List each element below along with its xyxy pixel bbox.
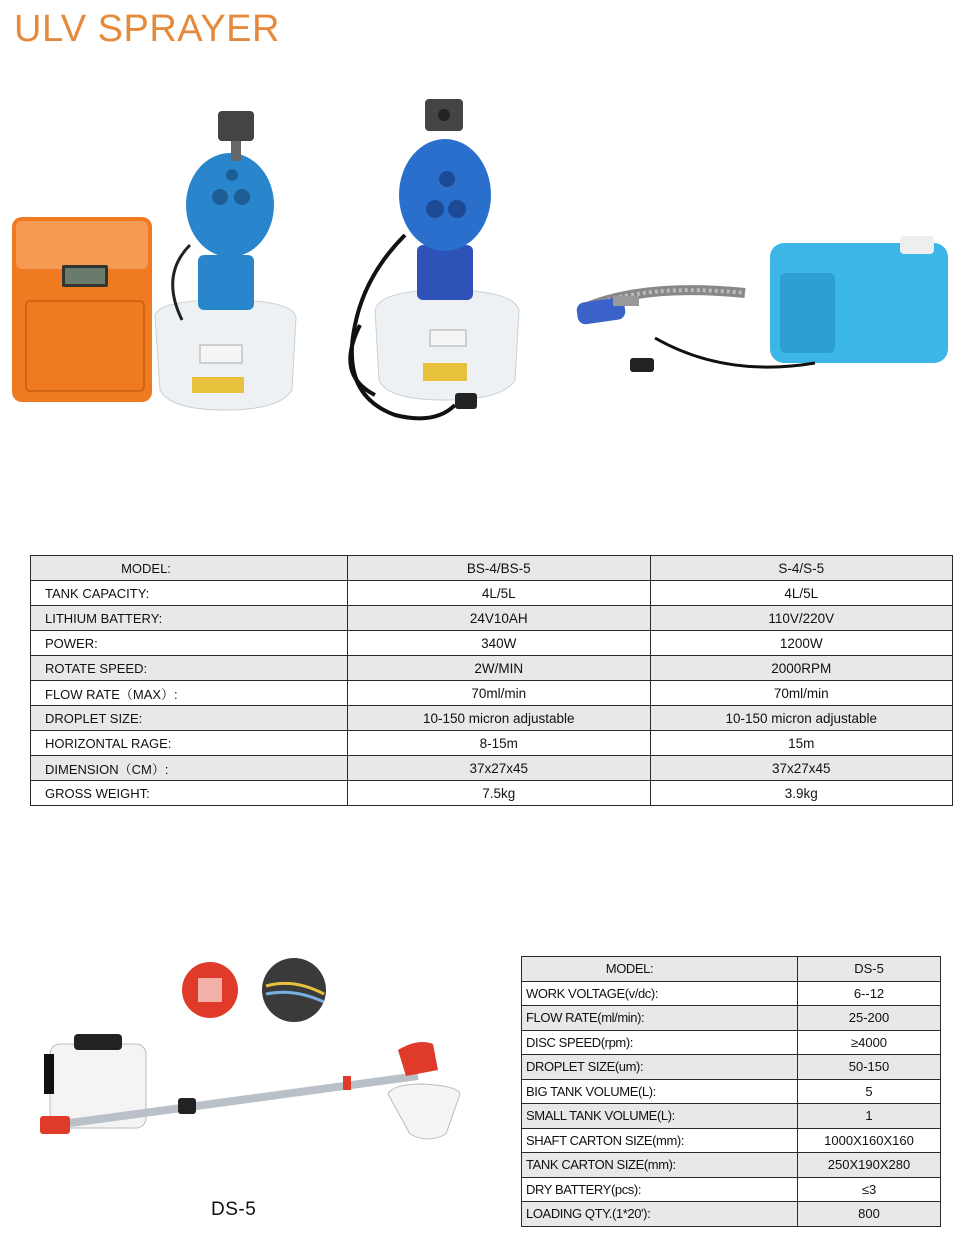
header-cell: DS-5: [798, 957, 941, 982]
row-label: FLOW RATE(ml/min):: [522, 1006, 798, 1031]
row-value: 2W/MIN: [348, 656, 651, 681]
light-blue-tank-sprayer-image: [575, 228, 950, 388]
table-row: [522, 1128, 941, 1153]
row-value: 2000RPM: [650, 656, 953, 681]
table-row: [522, 1055, 941, 1080]
row-label: DROPLET SIZE:: [31, 706, 348, 731]
header-cell: S-4/S-5: [650, 556, 953, 581]
row-label: HORIZONTAL RAGE:: [31, 731, 348, 756]
header-cell: BS-4/BS-5: [348, 556, 651, 581]
header-cell: MODEL:: [522, 957, 798, 982]
row-label: DROPLET SIZE(um):: [522, 1055, 798, 1080]
row-label: TANK CAPACITY:: [31, 581, 348, 606]
table-row: [522, 1202, 941, 1227]
table-row: [31, 706, 953, 731]
row-value: 250X190X280: [798, 1153, 941, 1178]
page-title: ULV SPRAYER: [14, 8, 280, 50]
s-sprayer-with-plug-image: [335, 95, 535, 435]
table-row: [522, 1177, 941, 1202]
row-label: DISC SPEED(rpm):: [522, 1030, 798, 1055]
row-value: 70ml/min: [650, 681, 953, 706]
row-value: 25-200: [798, 1006, 941, 1031]
row-label: DIMENSION（CM）:: [31, 756, 348, 781]
row-value: 10-150 micron adjustable: [650, 706, 953, 731]
row-value: ≤3: [798, 1177, 941, 1202]
row-value: 5: [798, 1079, 941, 1104]
row-value: 3.9kg: [650, 781, 953, 806]
bs-sprayer-with-battery-image: [10, 105, 300, 420]
row-value: 340W: [348, 631, 651, 656]
row-label: FLOW RATE（MAX）:: [31, 681, 348, 706]
row-value: 15m: [650, 731, 953, 756]
table-row: [31, 681, 953, 706]
table-row: [31, 581, 953, 606]
row-label: BIG TANK VOLUME(L):: [522, 1079, 798, 1104]
ds5-sprayer-image: [38, 958, 468, 1148]
row-value: 6--12: [798, 981, 941, 1006]
row-label: SHAFT CARTON SIZE(mm):: [522, 1128, 798, 1153]
row-value: 110V/220V: [650, 606, 953, 631]
row-value: ≥4000: [798, 1030, 941, 1055]
row-label: TANK CARTON SIZE(mm):: [522, 1153, 798, 1178]
table-header-row: [522, 957, 941, 982]
row-value: 4L/5L: [348, 581, 651, 606]
row-value: 70ml/min: [348, 681, 651, 706]
table-row: [522, 1030, 941, 1055]
header-cell: MODEL:: [31, 556, 348, 581]
row-value: 4L/5L: [650, 581, 953, 606]
spec-table-ds5-model: [521, 956, 941, 1227]
table-row: [31, 656, 953, 681]
table-row: [522, 1153, 941, 1178]
table-row: [522, 981, 941, 1006]
row-label: WORK VOLTAGE(v/dc):: [522, 981, 798, 1006]
row-label: LOADING QTY.(1*20'):: [522, 1202, 798, 1227]
row-value: 37x27x45: [650, 756, 953, 781]
row-label: DRY BATTERY(pcs):: [522, 1177, 798, 1202]
row-value: 8-15m: [348, 731, 651, 756]
row-label: POWER:: [31, 631, 348, 656]
spec-table-bs-s-models: [30, 555, 953, 806]
table-row: [31, 606, 953, 631]
ds5-caption: DS-5: [211, 1199, 257, 1220]
table-row: [522, 1006, 941, 1031]
row-value: 10-150 micron adjustable: [348, 706, 651, 731]
table-row: [522, 1104, 941, 1129]
table-row: [31, 781, 953, 806]
row-value: 50-150: [798, 1055, 941, 1080]
row-value: 24V10AH: [348, 606, 651, 631]
row-value: 1200W: [650, 631, 953, 656]
table-header-row: [31, 556, 953, 581]
table-row: [31, 731, 953, 756]
row-value: 1: [798, 1104, 941, 1129]
table-row: [31, 756, 953, 781]
row-label: LITHIUM BATTERY:: [31, 606, 348, 631]
table-row: [522, 1079, 941, 1104]
row-value: 800: [798, 1202, 941, 1227]
table-row: [31, 631, 953, 656]
row-label: SMALL TANK VOLUME(L):: [522, 1104, 798, 1129]
row-value: 1000X160X160: [798, 1128, 941, 1153]
row-label: ROTATE SPEED:: [31, 656, 348, 681]
row-value: 37x27x45: [348, 756, 651, 781]
row-value: 7.5kg: [348, 781, 651, 806]
row-label: GROSS WEIGHT:: [31, 781, 348, 806]
